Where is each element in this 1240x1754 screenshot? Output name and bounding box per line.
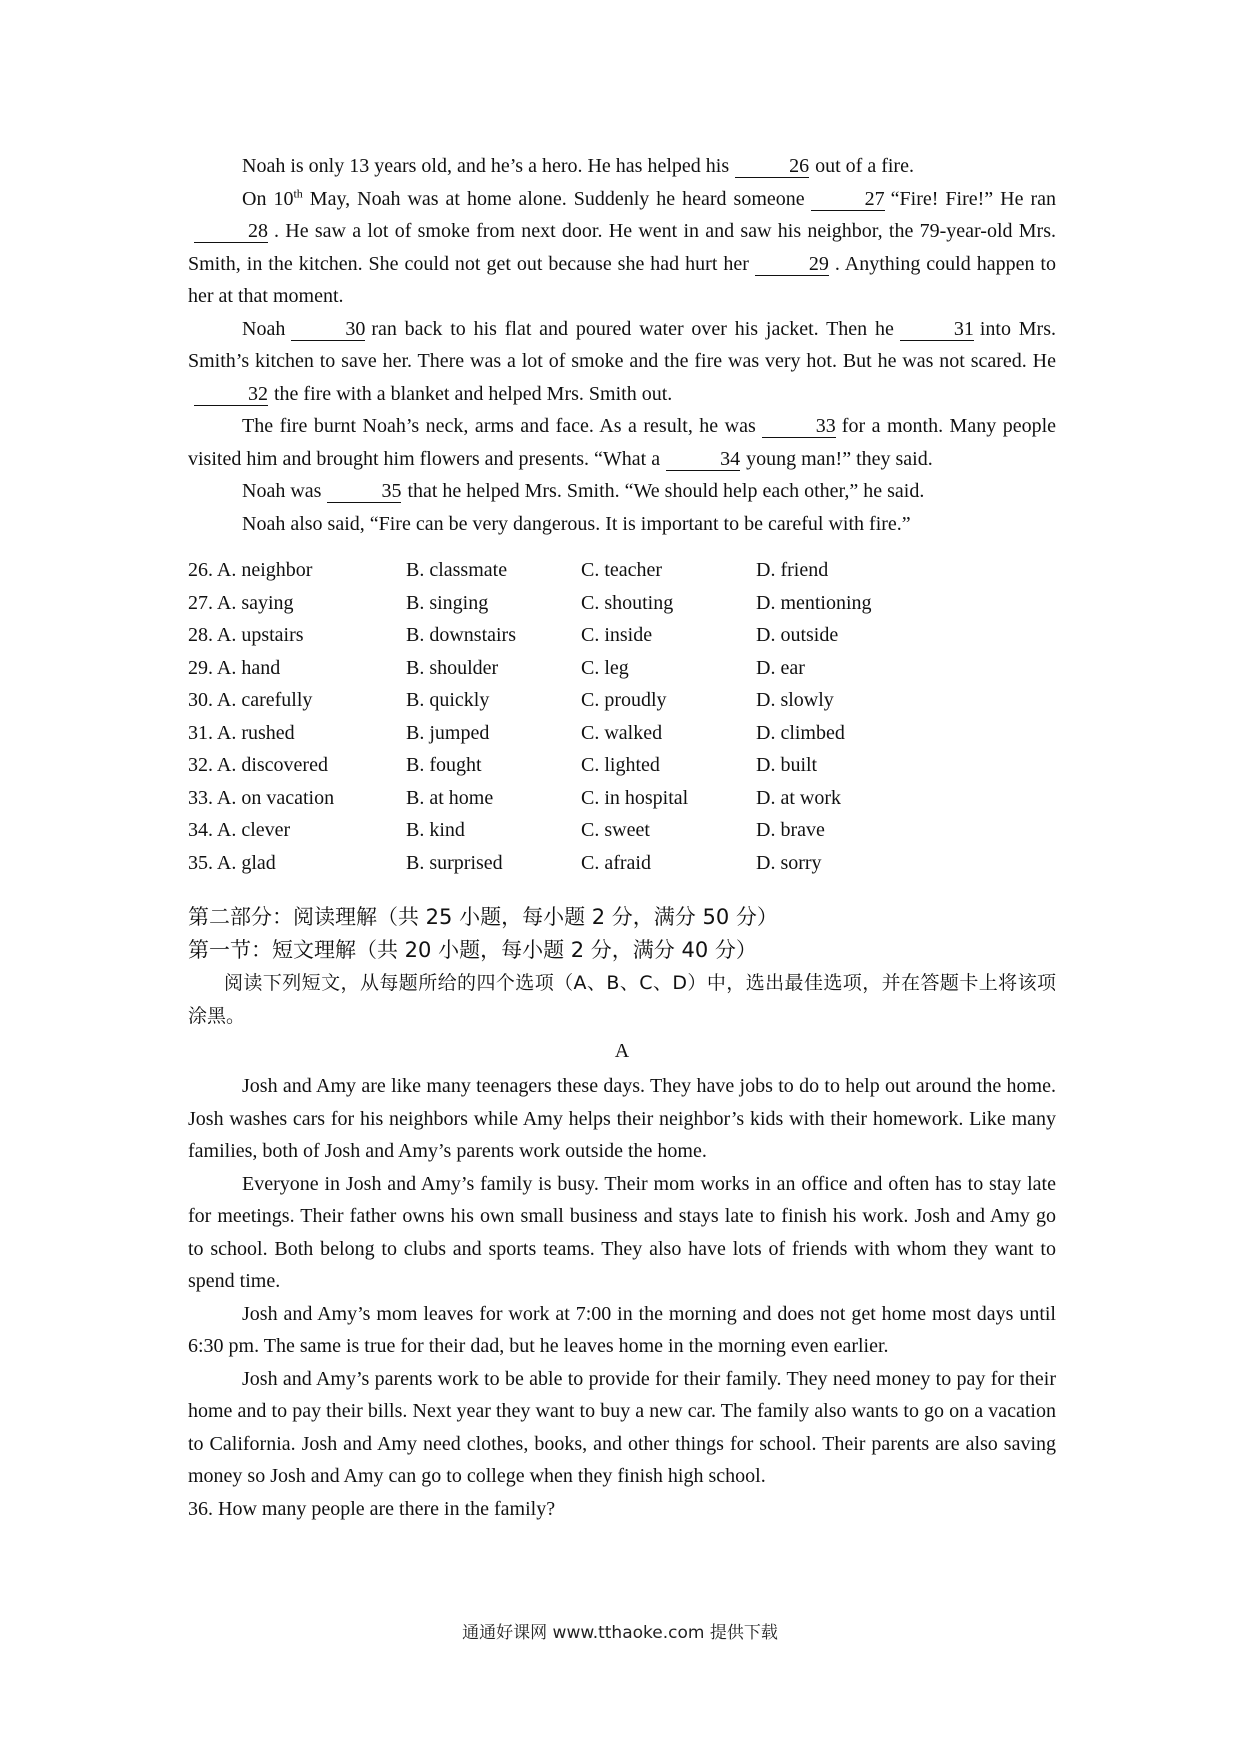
blank-30: 30 xyxy=(291,318,365,341)
blank-31: 31 xyxy=(900,318,974,341)
option-b: B. singing xyxy=(406,591,489,614)
option-row-35 xyxy=(188,847,1056,880)
option-b: B. shoulder xyxy=(406,656,499,679)
option-a: 33. A. on vacation xyxy=(188,786,335,809)
option-c: C. leg xyxy=(581,656,629,679)
option-a: 27. A. saying xyxy=(188,591,294,614)
text: May, Noah was at home alone. Suddenly he heard someone xyxy=(302,187,805,210)
option-row-26 xyxy=(188,554,1056,587)
option-row-31 xyxy=(188,717,1056,750)
option-b: B. surprised xyxy=(406,851,503,874)
option-d: D. at work xyxy=(756,786,841,809)
option-b: B. jumped xyxy=(406,721,490,744)
option-d: D. ear xyxy=(756,656,805,679)
option-a: 31. A. rushed xyxy=(188,721,295,744)
options-list xyxy=(188,554,1056,879)
option-c: C. lighted xyxy=(581,754,660,776)
option-d: D. outside xyxy=(756,624,839,646)
option-row-27 xyxy=(188,587,1056,620)
option-a: 34. A. clever xyxy=(188,819,291,841)
cloze-paragraph-2 xyxy=(188,183,1056,313)
option-row-30 xyxy=(188,684,1056,717)
option-b: B. fought xyxy=(406,754,482,776)
option-b: B. at home xyxy=(406,786,494,809)
text: out of a fire. xyxy=(815,155,914,177)
option-d: D. mentioning xyxy=(756,591,872,614)
option-a: 32. A. discovered xyxy=(188,754,328,776)
text: that he helped Mrs. Smith. “We should help each other,” he said. xyxy=(407,480,925,502)
option-d: D. friend xyxy=(756,559,829,581)
option-d: D. sorry xyxy=(756,851,822,874)
page-footer: 通通好课网 www.tthaoke.com 提供下载 xyxy=(462,1623,778,1643)
option-b: B. quickly xyxy=(406,689,490,711)
text: into Mrs. Smith’s kitchen to save her. There was a lot of smoke and the fire was very hot. But he was not scared. He xyxy=(188,317,1057,372)
option-b: B. kind xyxy=(406,819,465,841)
option-a: 26. A. neighbor xyxy=(188,559,313,581)
option-a: 30. A. carefully xyxy=(188,689,313,711)
instructions: 阅读下列短文，从每题所给的四个选项（A、B、C、D）中，选出最佳选项，并在答题卡上将该项涂黑。 xyxy=(188,972,1056,1027)
blank-34: 34 xyxy=(666,448,740,471)
option-row-29 xyxy=(188,652,1056,685)
text: The fire burnt Noah’s neck, arms and face. As a result, he was xyxy=(242,415,756,437)
option-c: C. sweet xyxy=(581,819,650,841)
part2-heading: 第二部分：阅读理解（共 25 小题，每小题 2 分，满分 50 分） xyxy=(188,905,778,929)
text: Noah is only 13 years old, and he’s a hero. He has helped his xyxy=(242,155,730,177)
option-c: C. inside xyxy=(581,624,653,646)
question-36: 36. How many people are there in the family? xyxy=(188,1497,556,1520)
exam-page xyxy=(188,150,1056,1525)
passage-paragraph-3: Josh and Amy’s mom leaves for work at 7:00 in the morning and does not get home most days until 6:30 pm. The same is true for their dad, but he leaves home in the morning even earlier. xyxy=(188,1302,1056,1357)
option-c: C. afraid xyxy=(581,851,651,874)
option-c: C. shouting xyxy=(581,591,674,614)
text: . Anything could happen to her at that moment. xyxy=(188,252,1056,307)
option-a: 29. A. hand xyxy=(188,656,281,679)
blank-33: 33 xyxy=(762,415,836,438)
text: “Fire! Fire!” He ran xyxy=(890,187,1057,210)
text: the fire with a blanket and helped Mrs. Smith out. xyxy=(274,382,673,405)
cloze-paragraph-6: Noah also said, “Fire can be very dangerous. It is important to be careful with fire.” xyxy=(242,512,911,535)
option-d: D. built xyxy=(756,754,818,776)
option-c: C. teacher xyxy=(581,559,663,581)
passage-letter: A xyxy=(614,1040,630,1062)
blank-29: 29 xyxy=(755,253,829,276)
text: Noah was xyxy=(242,480,322,502)
option-b: B. classmate xyxy=(406,559,508,581)
option-c: C. walked xyxy=(581,721,663,744)
cloze-paragraph-5 xyxy=(188,475,1056,508)
cloze-paragraph-1 xyxy=(188,150,1056,183)
option-d: D. brave xyxy=(756,819,825,841)
option-d: D. slowly xyxy=(756,689,834,711)
passage-paragraph-1: Josh and Amy are like many teenagers these days. They have jobs to do to help out around the home. Josh washes cars for his neighbors while Amy helps their neighbor’s kids with their homework. Like many families, both of Josh and Amy’s parents work outside the home. xyxy=(188,1075,1056,1162)
text: young man!” they said. xyxy=(746,447,933,470)
cloze-paragraph-3 xyxy=(188,313,1056,411)
option-row-34 xyxy=(188,814,1056,847)
text: . He saw a lot of smoke from next door. He went in and saw his neighbor, the 79-year-old Mrs. Smith, in the kitchen. She could not get out because she had hurt her xyxy=(188,220,1056,275)
cloze-paragraph-4 xyxy=(188,410,1056,475)
text: for a month. Many people visited him and brought him flowers and presents. “What a xyxy=(188,415,1057,470)
section1-heading: 第一节：短文理解（共 20 小题，每小题 2 分，满分 40 分） xyxy=(188,938,757,962)
option-c: C. proudly xyxy=(581,689,667,711)
blank-28: 28 xyxy=(194,220,268,243)
option-a: 28. A. upstairs xyxy=(188,624,304,646)
blank-32: 32 xyxy=(194,383,268,406)
blank-27: 27 xyxy=(811,188,885,211)
text: On 10 xyxy=(242,187,294,210)
option-row-33 xyxy=(188,782,1056,815)
passage-paragraph-2: Everyone in Josh and Amy’s family is busy. Their mom works in an office and often has to stay late for meetings. Their father owns his own small business and stays late to finish his work. Josh and Amy go to school. Both belong to clubs and sports teams. They also have lots of friends with whom they want to spend time. xyxy=(188,1172,1056,1292)
option-a: 35. A. glad xyxy=(188,851,276,874)
option-c: C. in hospital xyxy=(581,786,689,809)
option-row-28 xyxy=(188,619,1056,652)
blank-26: 26 xyxy=(735,155,809,178)
text: ran back to his flat and poured water over his jacket. Then he xyxy=(371,317,894,340)
superscript: th xyxy=(293,185,303,200)
passage-paragraph-4: Josh and Amy’s parents work to be able to provide for their family. They need money to pay for their home and to pay their bills. Next year they want to buy a new car. The family also wants to go on a vacation to California. Josh and Amy need clothes, books, and other things for school. Their parents are also saving money so Josh and Amy can go to college when they finish high school. xyxy=(188,1367,1056,1487)
text: Noah xyxy=(242,317,286,340)
blank-35: 35 xyxy=(327,480,401,503)
option-d: D. climbed xyxy=(756,721,845,744)
option-b: B. downstairs xyxy=(406,624,516,646)
option-row-32 xyxy=(188,749,1056,782)
